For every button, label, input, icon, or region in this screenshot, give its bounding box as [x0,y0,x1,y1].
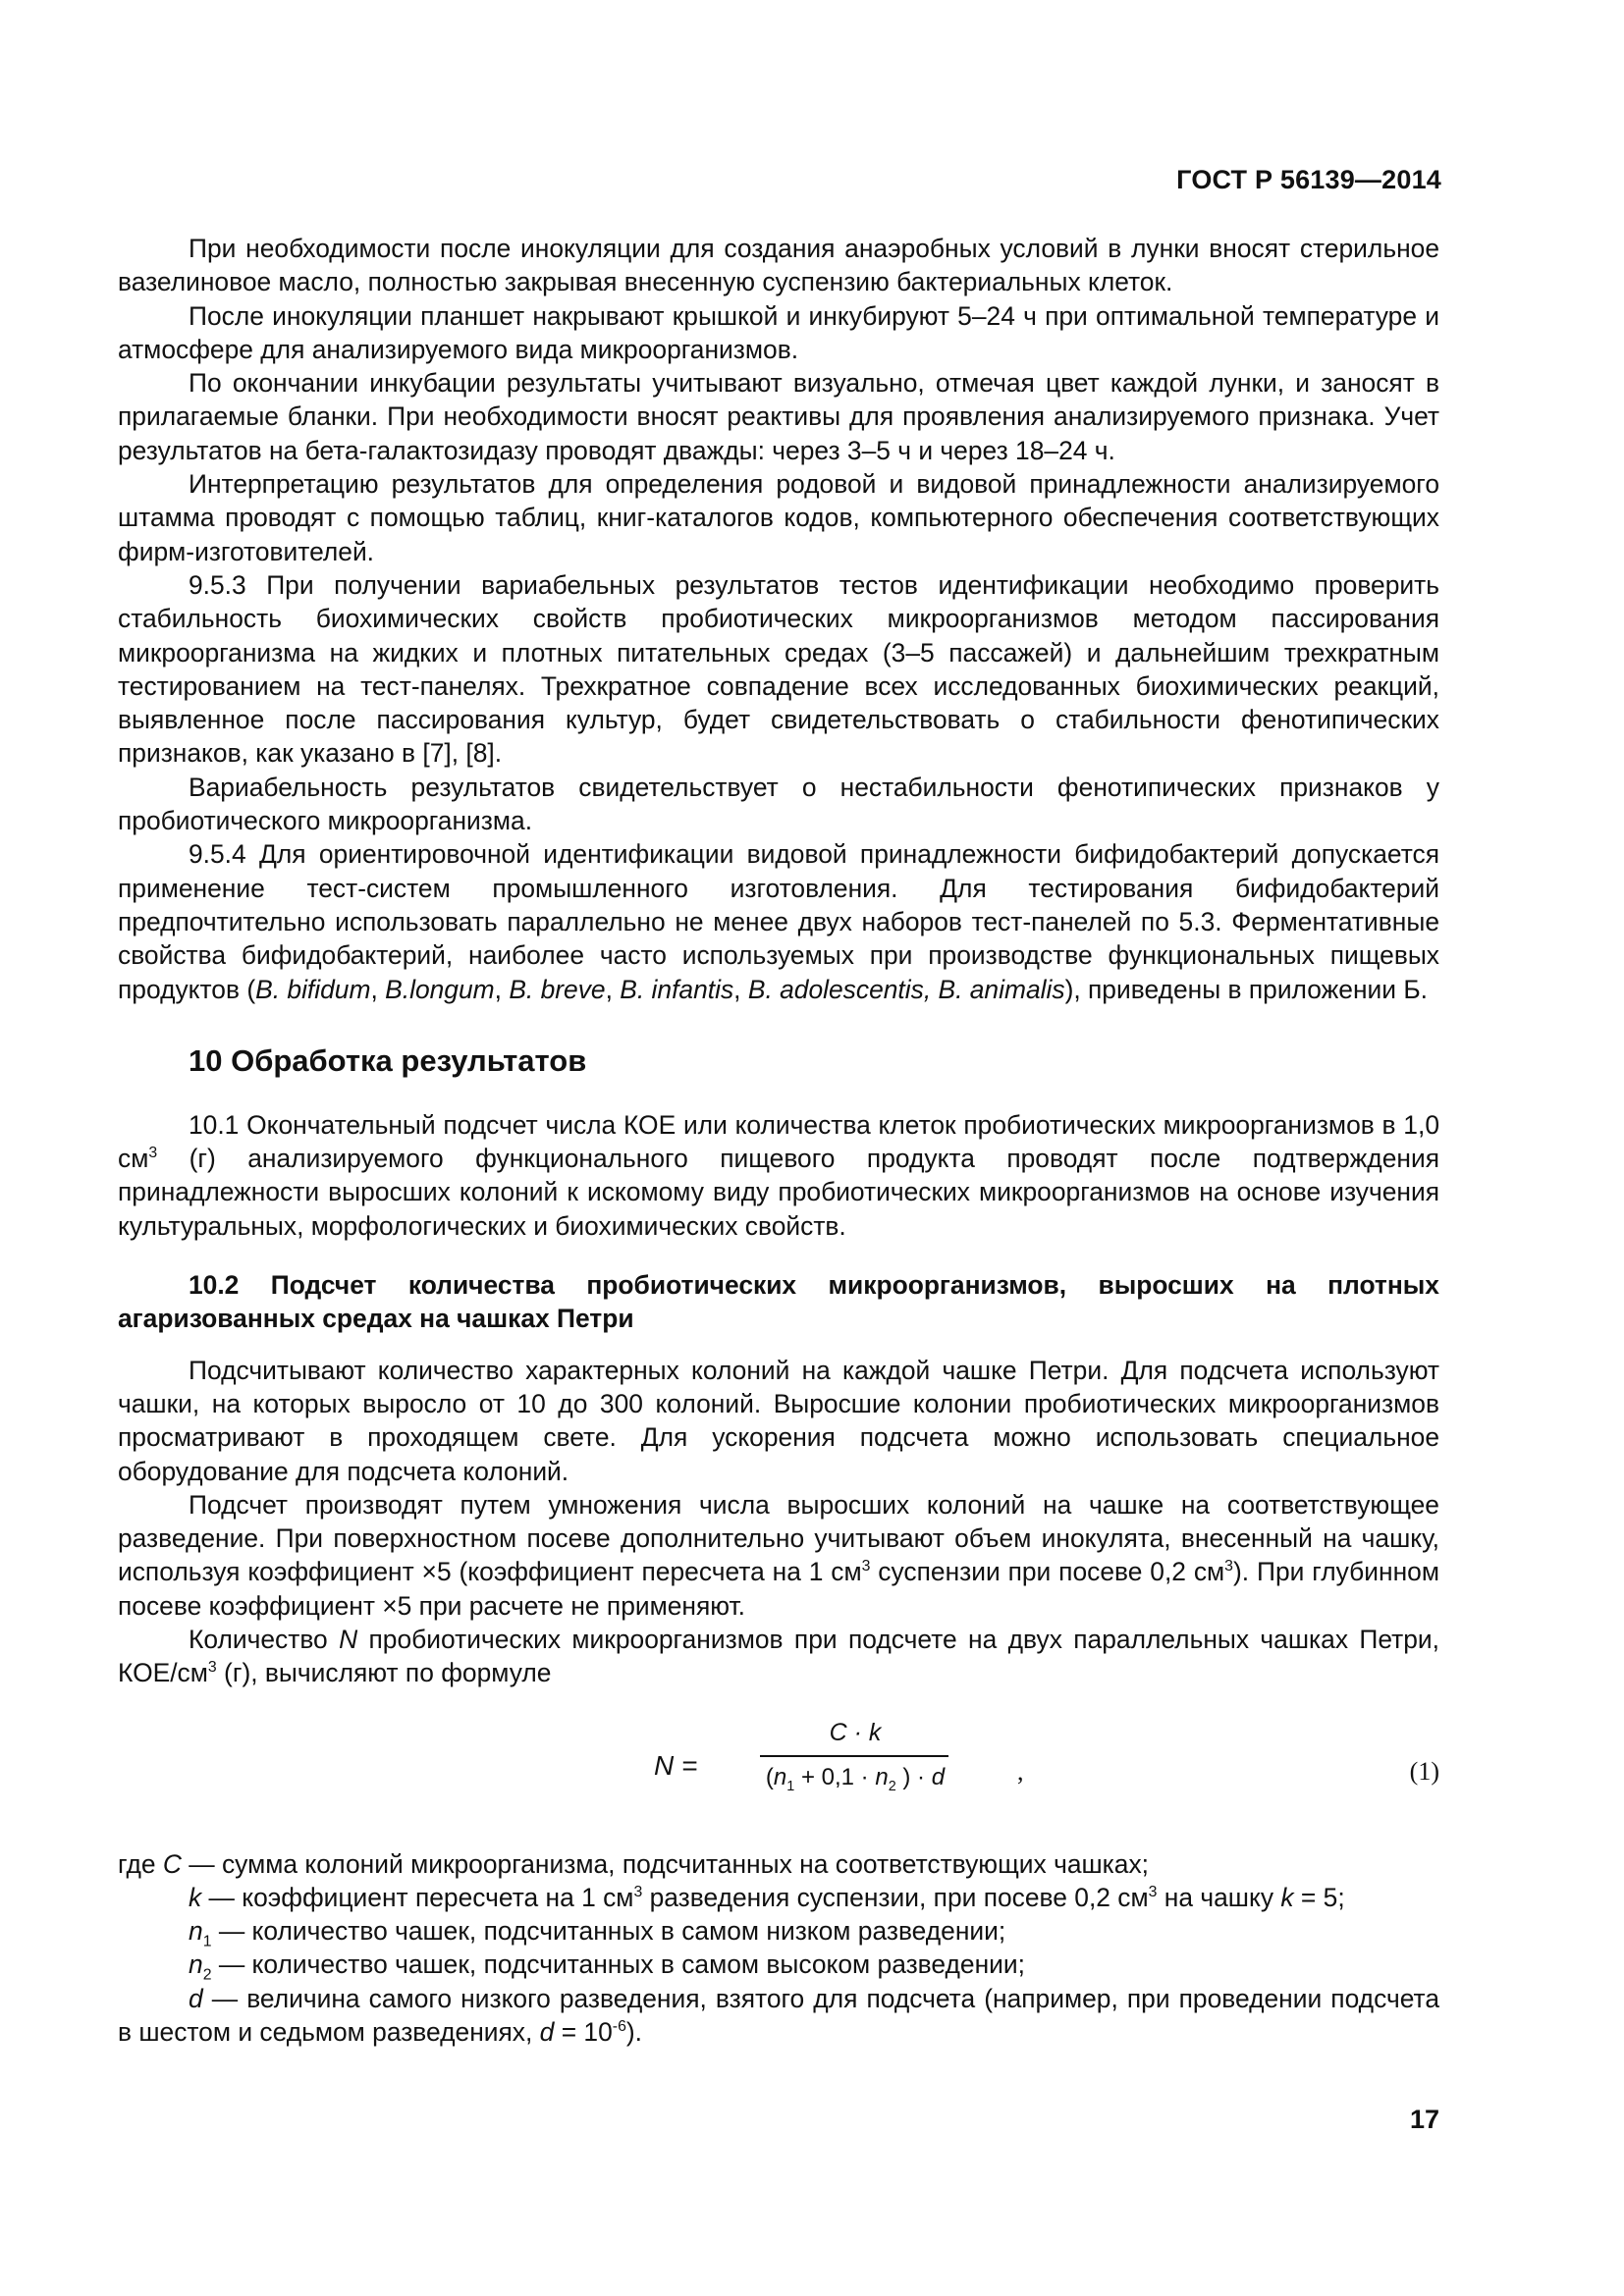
pc3-text-c: (г), вычисляют по формуле [216,1658,552,1688]
definition-n1 [118,1914,1439,1948]
def-n2-var: n [189,1949,203,1980]
paragraph-results: По окончании инкубации результаты учитывают визуально, отмечая цвет каждой лунки, и заносят в прилагаемые бланки. При необходимости вносят реактивы для проявления анализируемого признака. Учет результатов на бета-галактозидазу проводят дважды: через 3–5 ч и через 18–24 ч. [118,368,1439,465]
paragraph-incubation: После инокуляции планшет накрывают крышкой и инкубируют 5–24 ч при оптимальной температуре и атмосфере для анализируемого вида микроорганизмов. [118,300,1439,364]
definition-n2 [118,1948,1439,1984]
formula-number: (1) [1409,1756,1439,1786]
den-close: ) · [895,1763,932,1790]
paragraph-count-2 [118,1488,1439,1623]
def-k-sup-2: 3 [1148,1884,1158,1901]
def-c-pre: где [118,1848,163,1879]
den-n2-sub: 2 [888,1778,896,1794]
definition-c [118,1847,1439,1881]
pc2-text-b: суспензии при посеве 0,2 см [870,1557,1225,1587]
species-infantis: B. infantis [620,974,734,1004]
paragraph-anaerobic: При необходимости после инокуляции для создания анаэробных условий в лунки вносят стерильное вазелиновое масло, полностью закрывая внесенную суспензию бактериальных клеток. [118,234,1439,297]
p954-text-b: ), приведены в приложении Б. [1064,974,1429,1004]
formula-denominator [703,1757,1007,1794]
formula-lhs: N = [654,1749,698,1781]
def-k-c: на чашку [1157,1882,1281,1912]
p954-sep-3: , [605,974,621,1004]
def-k-var2: k [1280,1882,1294,1912]
formula-comma: , [1017,1756,1024,1786]
def-n1-text: — количество чашек, подсчитанных в самом низком разведении; [211,1916,1006,1947]
page-number: 17 [1409,2105,1439,2134]
section-title: 10 Обработка результатов [189,1042,587,1078]
subsection-title: 10.2 Подсчет количества пробиотических микроорганизмов, выросших на плотных агаризованных средах на чашках Петри [118,1270,1439,1334]
def-d-b: = 10 [554,2017,613,2048]
species-longum: B.longum [385,974,495,1004]
p954-sep-1: , [370,974,386,1004]
pc3-text-a: Количество [189,1624,340,1654]
standard-header: ГОСТ Р 56139—2014 [1176,165,1441,194]
formula-numerator: C · k [829,1718,882,1746]
den-d: d [931,1763,946,1790]
species-breve: B. breve [509,974,606,1004]
pc2-text-a: Подсчет производят путем умножения числа выросших колоний на чашке на соответствующее разведение. При поверхностном посеве дополнительно учитывают объем инокулята, внесенный на чашку, используя коэффициент ×5 (коэффициент пересчета на 1 см [118,1489,1439,1587]
def-c-var: C [162,1848,182,1879]
den-n1: n [773,1763,787,1790]
pc2-sup-1: 3 [861,1558,871,1575]
den-plus: + 0,1 · [794,1763,876,1790]
p954-sep-2: , [494,974,510,1004]
pc3-var-n: N [339,1624,358,1654]
formula-definitions [118,1847,1439,2050]
def-n1-sub: 1 [202,1933,212,1950]
pc3-text-b: пробиотических микроорганизмов при подсчете на двух параллельных чашках Петри, КОЕ/см [118,1624,1439,1688]
page-body [118,232,1439,2049]
formula-1 [118,1716,1439,1843]
paragraph-9-5-4 [118,837,1439,1005]
def-k-sup-1: 3 [633,1884,643,1901]
p101-sup: 3 [148,1145,158,1162]
paragraph-count-3 [118,1623,1439,1690]
p101-text-b: (г) анализируемого функционального пищевого продукта проводят после подтверждения принадлежности выросших колоний к искомому виду пробиотических микроорганизмов на основе изучения культуральных, морфологических и биохимических свойств. [118,1144,1439,1241]
paragraph-interpretation: Интерпретацию результатов для определения родовой и видовой принадлежности анализируемого штамма проводят с помощью таблиц, книг-каталогов кодов, компьютерного обеспечения соответствующих фирм-изготовителей. [118,469,1439,566]
definition-d [118,1982,1439,2050]
def-n2-text: — количество чашек, подсчитанных в самом высоком разведении; [211,1949,1025,1980]
def-c-text: — сумма колоний микроорганизма, подсчитанных на соответствующих чашках; [181,1848,1149,1879]
def-d-var2: d [539,2017,555,2048]
paragraph-9-5-3: 9.5.3 При получении вариабельных результатов тестов идентификации необходимо проверить стабильность биохимических свойств пробиотических микроорганизмов методом пассирования микроорганизма на жидких и плотных питательных средах (3–5 пассажей) и дальнейшим трехкратным тестированием на тест-панелях. Трехкратное совпадение всех исследованных биохимических реакций, выявленное после пассирования культур, будет свидетельствовать о стабильности фенотипических признаков, как указано в [7], [8]. [118,569,1439,769]
formula-fraction [703,1716,1007,1795]
paragraph-variability: Вариабельность результатов свидетельствует о нестабильности фенотипических признаков у пробиотического микроорганизма. [118,772,1439,836]
species-adolescentis-animalis: B. adolescentis, B. animalis [747,974,1065,1004]
def-n1-var: n [189,1916,203,1947]
def-d-a: — величина самого низкого разведения, взятого для подсчета (например, при проведении подсчета в шестом и седьмом разведениях, [118,1983,1439,2048]
def-d-var: d [189,1983,203,2013]
p954-sep-4: , [733,974,748,1004]
def-k-b: разведения суспензии, при посеве 0,2 см [642,1882,1149,1912]
paragraph-10-1 [118,1108,1439,1243]
def-d-c: ). [625,2017,642,2048]
pc3-sup: 3 [207,1659,217,1677]
paragraph-count-1: Подсчитывают количество характерных колоний на каждой чашке Петри. Для подсчета используют чашки, на которых выросло от 10 до 300 колоний. Выросшие колонии пробиотических микроорганизмов просматривают в проходящем свете. Для ускорения подсчета можно использовать специальное оборудование для подсчета колоний. [118,1355,1439,1486]
den-open: ( [765,1763,774,1790]
pc2-text-c: ). При глубинном посеве коэффициент ×5 при расчете не применяют. [118,1557,1439,1621]
def-k-a: — коэффициент пересчета на 1 см [201,1882,634,1912]
species-bifidum: B. bifidum [255,974,371,1004]
den-n1-sub: 1 [786,1778,795,1794]
pc2-sup-2: 3 [1224,1558,1233,1575]
def-k-d: = 5; [1293,1882,1345,1912]
den-n2: n [875,1763,889,1790]
p101-text-a: 10.1 Окончательный подсчет числа КОЕ или количества клеток пробиотических микроорганизмов в 1,0 см [118,1109,1439,1174]
def-n2-sub: 2 [202,1966,212,1984]
def-d-sup: -6 [612,2018,626,2036]
definition-k [118,1881,1439,1914]
p954-text-a: 9.5.4 Для ориентировочной идентификации видовой принадлежности бифидобактерий допускается применение тест-систем промышленного изготовления. Для тестирования бифидобактерий предпочтительно использовать параллельно не менее двух наборов тест-панелей по 5.3. Ферментативные свойства бифидобактерий, наиболее часто используемых при производстве функциональных пищевых продуктов ( [118,839,1439,1004]
def-k-var: k [189,1882,202,1912]
